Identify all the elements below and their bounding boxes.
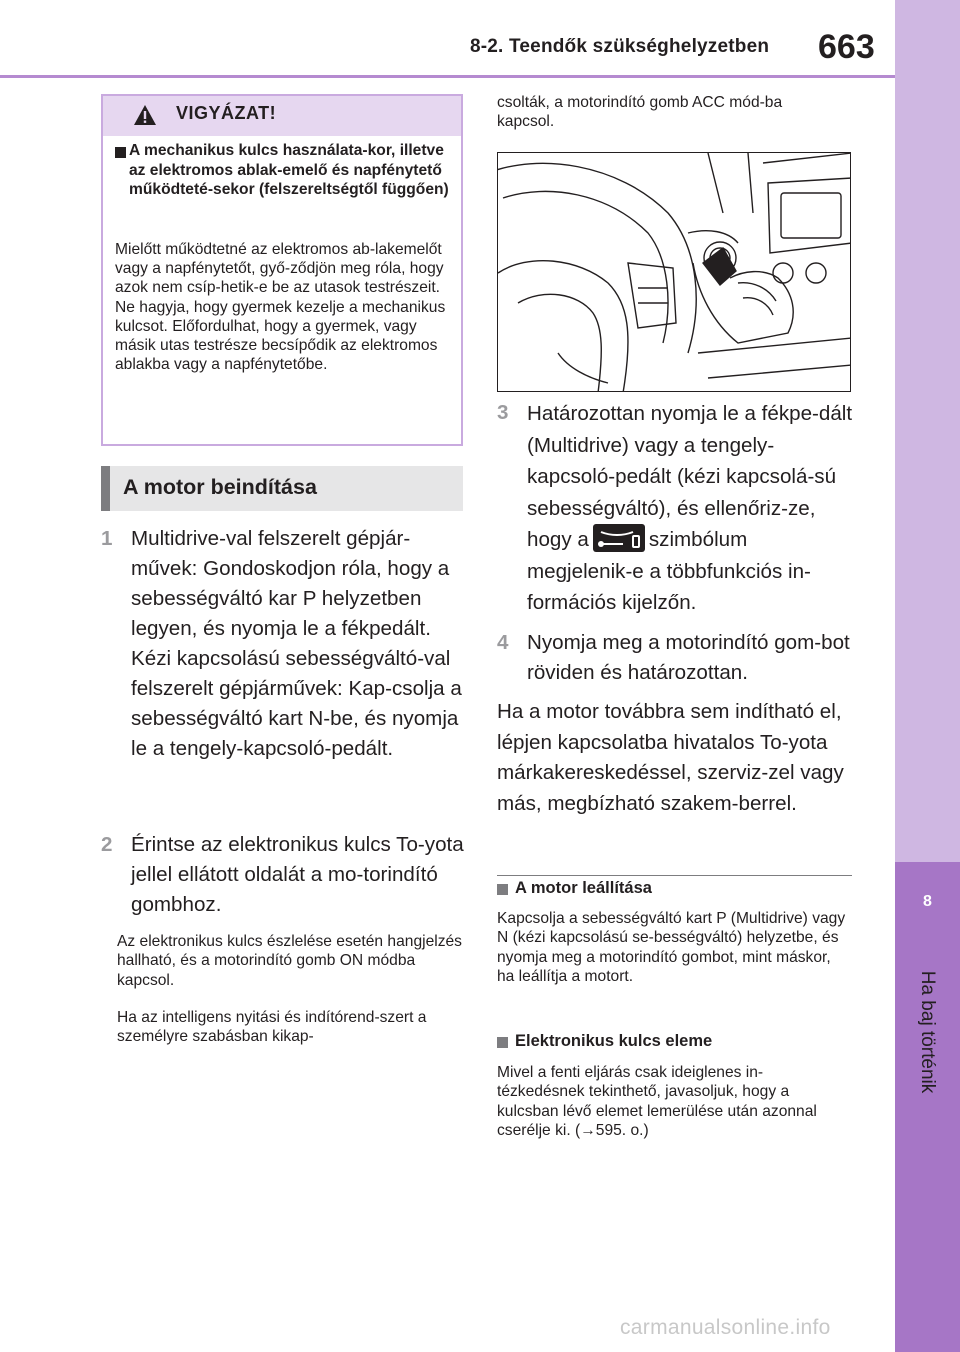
note-continuation: csolták, a motorindító gomb ACC mód-ba kapcsol. [497,94,783,131]
chapter-label: Ha baj történik [917,970,938,1094]
section-title: A motor beindítása [123,475,317,499]
subsection-body: Mivel a fenti eljárás csak ideiglenes in-tézkedésnek tekinthető, javasoljuk, hogy a kulcsban lévő elemet lemerülése után azonnal cserélje ki. (→595. o.) [497,1064,817,1139]
warning-triangle-icon [133,104,157,126]
note-text: Ha az intelligens nyitási és indítórend-szert a személyre szabásban kikap- [117,1009,427,1046]
step-text-after: szimbólum megjelenik-e a többfunkciós in-formációs kijelzőn. [527,528,811,614]
key-indicator-icon [593,524,645,552]
running-header: 8-2. Teendők szükséghelyzetben [470,36,770,57]
step-number: 1 [101,527,113,550]
steering-wheel-key-drawing [498,153,851,392]
section-heading-bar [101,466,110,511]
header-rule [0,75,895,78]
page-number: 663 [818,28,875,66]
step-text-before: Határozottan nyomja le a fékpe-dált (Multidrive) vagy a tengely-kapcsoló-pedált (kézi kapcsolá-sú sebességváltó), és ellenőriz-ze, hogy a [527,402,853,551]
section-heading [101,466,463,511]
watermark: carmanualsonline.info [620,1316,831,1339]
bullet-square-icon [115,147,126,158]
step-number: 2 [101,833,113,856]
warning-header [103,96,461,136]
step-number: 3 [497,401,509,424]
note-text: Az elektronikus kulcs észlelése esetén hangjelzés hallható, és a motorindító gomb ON módba kapcsol. [117,933,462,989]
step-number: 4 [497,631,509,654]
step-text: Nyomja meg a motorindító gom-bot röviden és határozottan. [527,631,850,684]
chapter-tab [895,862,960,1352]
step-text [527,398,857,619]
warning-body: Mielőtt működtetné az elektromos ab-lakemelőt vagy a napfénytetőt, győ-ződjön meg róla, hogy azok nem csíp-hetik-e be az utasok testrészeit. Ne hagyja, hogy gyermek kezelje a mechanikus kulcsot. Előfordulhat, hogy a gyermek, vagy másik utas testrésze becsípődik az elektromos ablakba vagy a napfénytetőbe. [115,241,446,374]
subsection-title: A motor leállítása [515,879,652,897]
divider [497,875,852,876]
bullet-square-icon [497,884,508,895]
subsection-body: Kapcsolja a sebességváltó kart P (Multidrive) vagy N (kézi kapcsolású se-bességváltó) helyzetbe, és nyomja meg a motorindító gombot, mint máskor, ha leállítja a motort. [497,910,846,985]
chapter-number: 8 [923,893,932,910]
warning-label: VIGYÁZAT! [176,103,277,123]
subsection-title: Elektronikus kulcs eleme [515,1032,713,1050]
engine-start-illustration [497,152,851,392]
warning-title: A mechanikus kulcs használata-kor, illetve az elektromos ablak-emelő és napfénytető működteté-sekor (felszereltségtől függően) [129,142,449,198]
step-text: Multidrive-val felszerelt gépjár-művek: Gondoskodjon róla, hogy a sebességváltó kar P helyzetben legyen, és nyomja le a fékpedált. Kézi kapcsolású sebességváltó-val felszerelt gépjárművek: Kap-csolja a sebességváltó kart N-be, és nyomja le a tengely-kapcsoló-pedált. [131,527,462,760]
step-text: Érintse az elektronikus kulcs To-yota jellel ellátott oldalát a mo-torindító gombhoz. [131,833,464,916]
warning-box [101,94,463,446]
body-paragraph: Ha a motor továbbra sem indítható el, lépjen kapcsolatba hivatalos To-yota márkakereskedéssel, szerviz-zel vagy más, megbízható szakem-berrel. [497,700,844,815]
bullet-square-icon [497,1037,508,1048]
